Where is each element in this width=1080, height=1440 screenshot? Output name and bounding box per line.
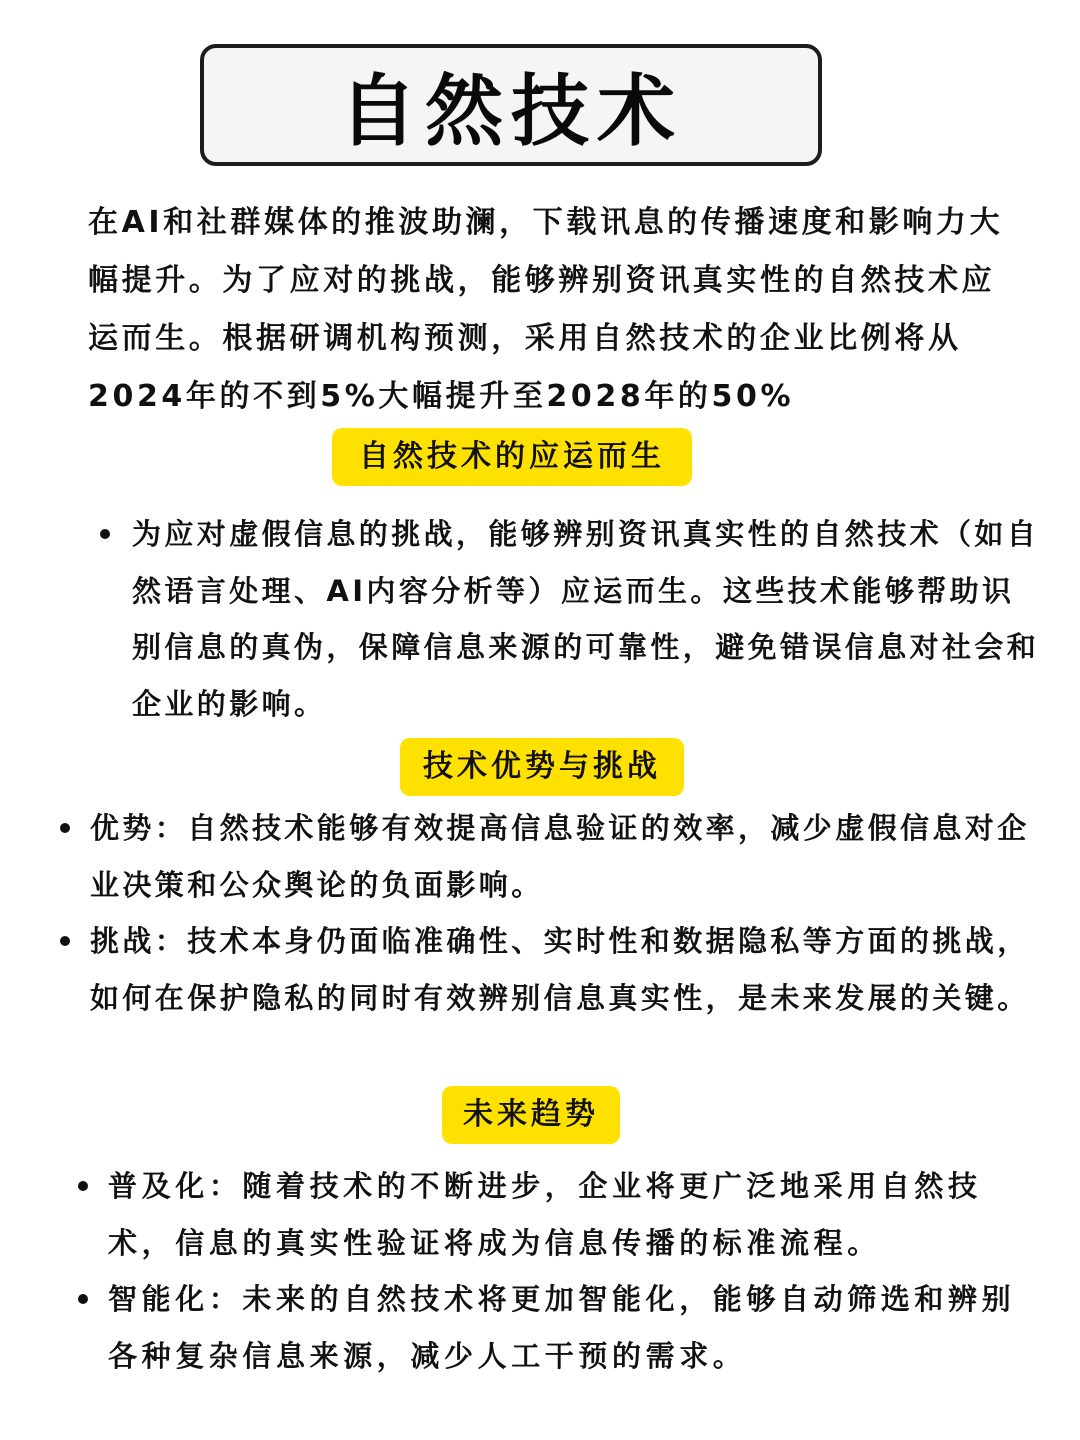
- advantages-challenges-list: [90, 800, 1040, 1026]
- section-heading-emergence: 自然技术的应运而生: [332, 428, 692, 486]
- section-heading-advantages-challenges: 技术优势与挑战: [400, 738, 684, 796]
- section-heading-future-trends: 未来趋势: [442, 1086, 620, 1144]
- bullet-icon: [100, 529, 110, 539]
- page-title: 自然技术: [338, 67, 683, 157]
- list-item-text: 为应对虚假信息的挑战，能够辨别资讯真实性的自然技术（如自然语言处理、AI内容分析等）应运而生。这些技术能够帮助识别信息的真伪，保障信息来源的可靠性，避免错误信息对社会和企业的影响。: [132, 517, 1040, 721]
- list-item: [108, 1158, 1022, 1271]
- list-item: [90, 913, 1040, 1026]
- bullet-icon: [78, 1294, 88, 1304]
- list-item-text: 优势：自然技术能够有效提高信息验证的效率，减少虚假信息对企业决策和公众舆论的负面影响。: [90, 811, 1030, 902]
- list-item-text: 普及化：随着技术的不断进步，企业将更广泛地采用自然技术，信息的真实性验证将成为信息传播的标准流程。: [108, 1169, 982, 1260]
- emergence-list: [132, 506, 1040, 732]
- list-item-text: 挑战：技术本身仍面临准确性、实时性和数据隐私等方面的挑战，如何在保护隐私的同时有效辨别信息真实性，是未来发展的关键。: [90, 924, 1030, 1015]
- bullet-icon: [78, 1181, 88, 1191]
- future-trends-list: [108, 1158, 1022, 1384]
- title-box: [200, 44, 822, 166]
- intro-paragraph: 在AI和社群媒体的推波助澜，下载讯息的传播速度和影响力大幅提升。为了应对的挑战，能够辨别资讯真实性的自然技术应运而生。根据研调机构预测，采用自然技术的企业比例将从2024年的不到5%大幅提升至2028年的50%: [88, 205, 1004, 414]
- bullet-icon: [60, 936, 70, 946]
- bullet-icon: [60, 823, 70, 833]
- list-item: [90, 800, 1040, 913]
- list-item: [132, 506, 1040, 732]
- list-item: [108, 1271, 1022, 1384]
- list-item-text: 智能化：未来的自然技术将更加智能化，能够自动筛选和辨别各种复杂信息来源，减少人工干预的需求。: [108, 1282, 1016, 1373]
